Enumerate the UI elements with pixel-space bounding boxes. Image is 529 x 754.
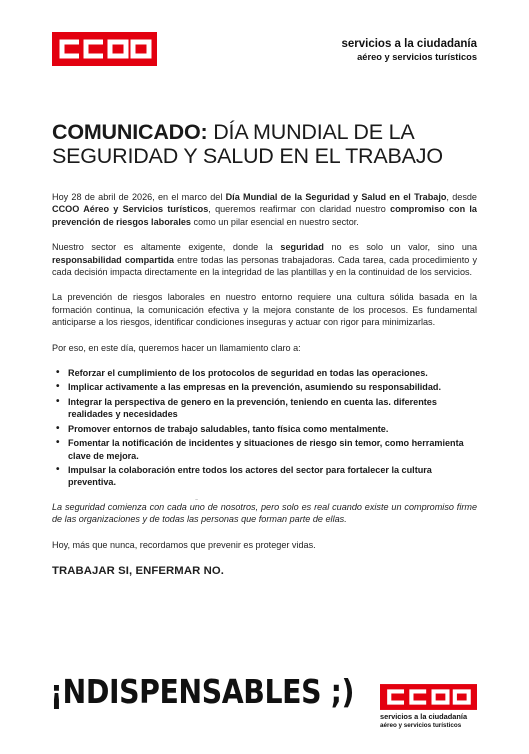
- text-segment: no es solo un valor, sino una: [323, 242, 477, 253]
- text-segment: entre todas las personas trabajadoras. Cada tarea, cada procedimiento y cada decisión impacta directamente en la integridad de las plantillas y en la continuidad de los servicios.: [52, 254, 478, 278]
- slogan: TRABAJAR SI, ENFERMAR NO.: [52, 564, 224, 577]
- bold-segment: CCOO Aéreo y Servicios turísticos: [52, 204, 209, 215]
- paragraph-4: Por eso, en este día, queremos hacer un llamamiento claro a:: [52, 342, 301, 353]
- bold-segment: Día Mundial de la Seguridad y Salud en el Trabajo: [225, 192, 447, 202]
- bullet-list: [52, 367, 477, 489]
- text-segment: Hoy 28 de abril de 2026, en el marco del: [52, 192, 226, 202]
- ccoo-logo: [52, 32, 157, 66]
- paragraph-2: [52, 241, 477, 278]
- list-item: • Reforzar el cumplimiento de los protocolos de seguridad en todas las operaciones.: [68, 367, 477, 379]
- logo-text: CCOO: [195, 499, 198, 501]
- brand-block: [341, 38, 477, 63]
- text-segment: Nuestro sector es altamente exigente, donde la: [52, 242, 281, 253]
- brand-line-1: servicios a la ciudadanía: [341, 38, 477, 50]
- title-bold: COMUNICADO:: [52, 120, 208, 144]
- brand-line-1: servicios a la ciudadanía: [380, 712, 468, 721]
- list-item: • Impulsar la colaboración entre todos los actores del sector para fortalecer la cultura preventiva.: [68, 464, 477, 489]
- text-segment: como un pilar esencial en nuestro sector.: [191, 216, 359, 227]
- closing-italic: La seguridad comienza con cada uno de nosotros, pero solo es real cuando existe un compromiso firme de las organizaciones y de todas las personas que forman parte de ellas.: [52, 501, 477, 525]
- closing-line: Hoy, más que nunca, recordamos que prevenir es proteger vidas.: [52, 539, 316, 550]
- page-title: [52, 120, 492, 168]
- brand-line-2: aéreo y servicios turísticos: [380, 721, 462, 729]
- brand-block-footer: [380, 713, 480, 730]
- body-text: [52, 191, 477, 577]
- paragraph-1: [52, 191, 477, 228]
- text-segment: , desde: [446, 192, 477, 202]
- text-segment: , queremos reafirmar con claridad nuestro: [208, 204, 391, 215]
- bold-segment: compromiso con la prevención de riesgos laborales: [52, 204, 477, 227]
- bold-segment: responsabilidad compartida: [52, 254, 174, 265]
- paragraph-3: La prevención de riesgos laborales en nuestro entorno requiere una cultura sólida basada en la formación continua, la comunicación efectiva y la mejora constante de los procesos. Es fundamental anticiparse a los riesgos, identificar condiciones inseguras y actuar con rigor para minimizarlas.: [52, 292, 477, 328]
- list-item: • Fomentar la notificación de incidentes y situaciones de riesgo sin temor, como herramienta clave de mejora.: [68, 437, 477, 462]
- list-item: • Integrar la perspectiva de genero en la prevención, teniendo en cuenta las. diferentes realidades y necesidades: [68, 396, 477, 421]
- list-item: • Promover entornos de trabajo saludables, tanto física como mentalmente.: [68, 423, 477, 435]
- list-item: • Implicar activamente a las empresas en la prevención, asumiendo su responsabilidad.: [68, 381, 477, 393]
- title-rest: DÍA MUNDIAL DE LA SEGURIDAD Y SALUD EN EL TRABAJO: [52, 120, 443, 168]
- campaign-tagline: ¡NDISPENSABLES ;): [50, 672, 355, 711]
- bold-segment: seguridad: [280, 242, 324, 253]
- brand-line-2: aéreo y servicios turísticos: [357, 52, 477, 62]
